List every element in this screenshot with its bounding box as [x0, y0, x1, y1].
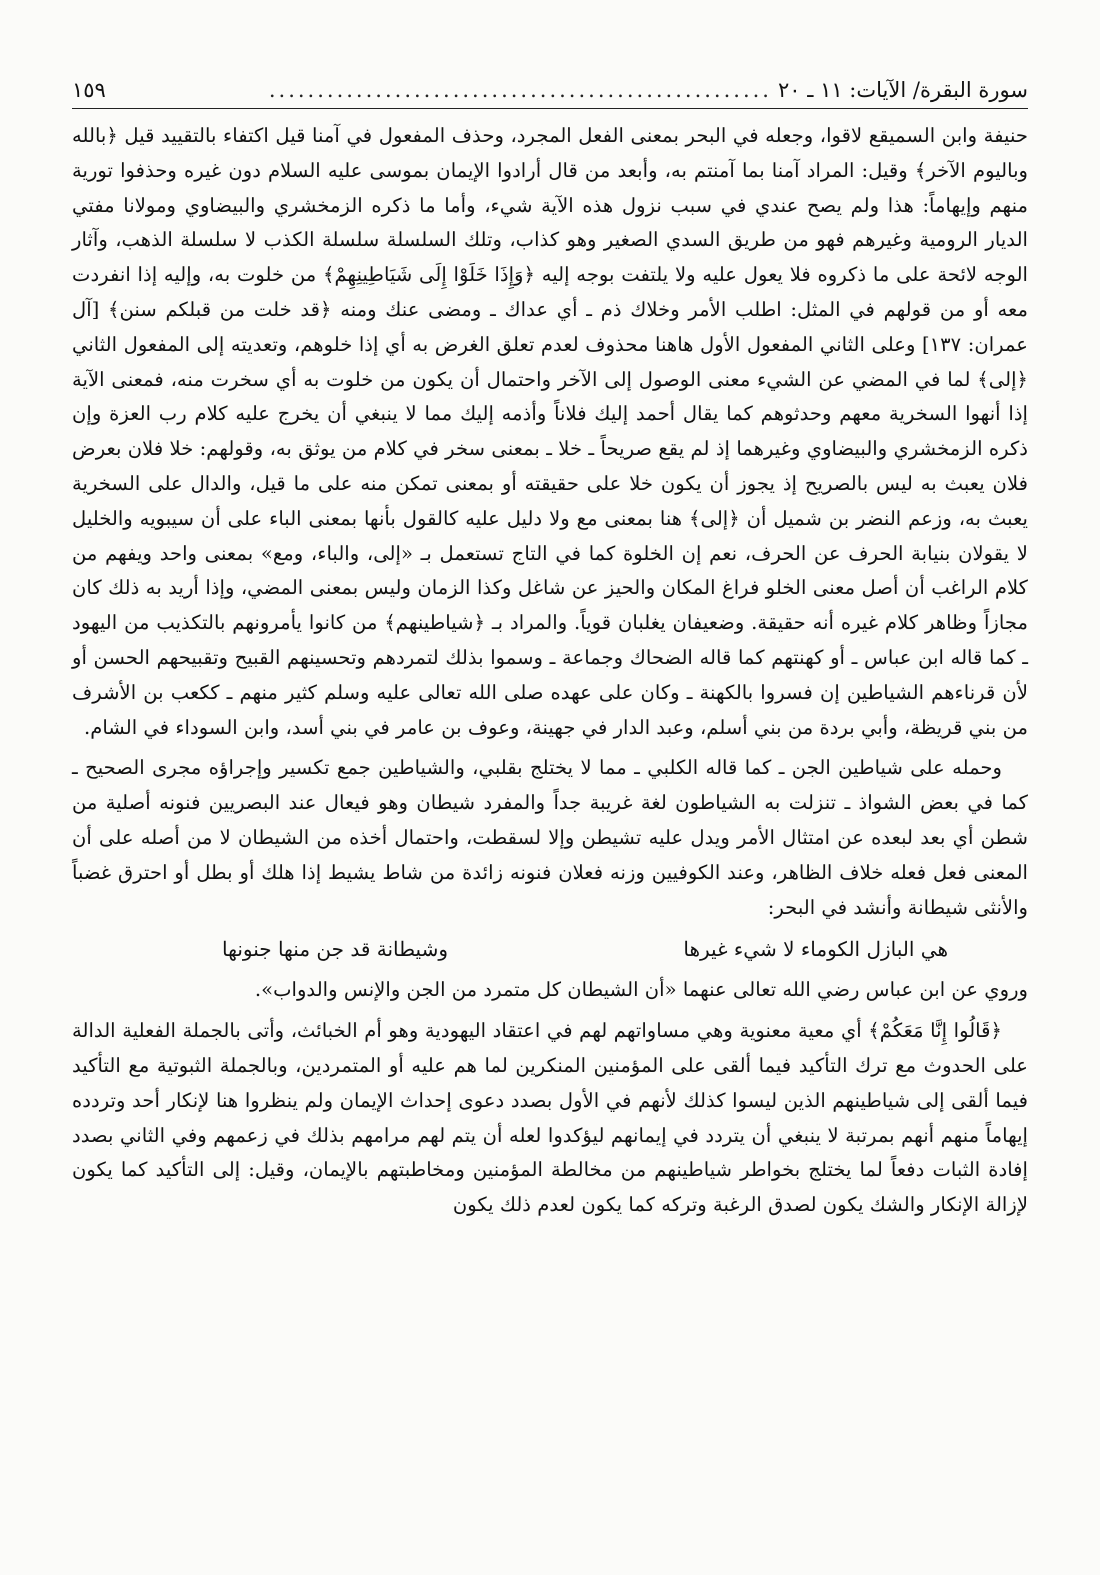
verse-second-hemistich: وشيطانة قد جن منها جنونها — [222, 937, 448, 962]
paragraph-3: ﴿قَالُوا إِنَّا مَعَكُمْ﴾ أي معية معنوية وهي مساواتهم لهم في اعتقاد اليهودية وهو أم الخبائث، وأتى بالجملة الفعلية الدالة على الحدوث مع ترك التأكيد فيما ألقى على المؤمنين المنكرين لما هم عليه أو المتمردين، وبالجملة الثبوتية مع التأكيد فيما ألقى إلى شياطينهم الذين ليسوا كذلك لأنهم في الأول بصدد دعوى إحداث الإيمان ولم ينظروا هنا لإنكار أحد وتردده إيهاماً منهم أنهم بمرتبة لا ينبغي أن يتردد في إيمانهم ليؤكدوا لعله أن يتم لهم مرامهم بذلك في زعمهم وفي الثاني بصدد إفادة الثبات دفعاً لما يختلج بخواطر شياطينهم من مخالطة المؤمنين ومخاطبتهم بالإيمان، وقيل: إلى التأكيد كما يكون لإزالة الإنكار والشك يكون لصدق الرغبة وتركه كما يكون لعدم ذلك يكون — [72, 1019, 1028, 1217]
hadith-quote: وروي عن ابن عباس رضي الله تعالى عنهما «أن الشيطان كل متمرد من الجن والإنس والدواب». — [254, 978, 1028, 1002]
page-number: ١٥٩ — [72, 78, 106, 102]
poetry-verse — [72, 929, 1028, 969]
verse-first-hemistich: هي البازل الكوماء لا شيء غيرها — [683, 937, 948, 962]
running-header — [72, 72, 1028, 109]
page-body — [72, 119, 1028, 1223]
paragraph-2: وحمله على شياطين الجن ـ كما قاله الكلبي ـ مما لا يختلج بقلبي، والشياطين جمع تكسير وإجراؤه مجرى الصحيح ـ كما في بعض الشواذ ـ تنزلت به الشياطون لغة غريبة جداً والمفرد شيطان وهو فيعال عند البصريين فنونه أصلية من شطن أي بعد لبعده عن امتثال الأمر ويدل عليه تشيطن وإلا لسقطت، واحتمال أخذه من الشيطان لا من أصله على أن المعنى فعل فعله خلاف الظاهر، وعند الكوفيين وزنه فعلان فنونه زائدة من شاط يشيط إذا هلك أو بطل أو احترق غضباً والأنثى شيطانة وأنشد في البحر: — [72, 756, 1028, 919]
leader-dots: .................................................... — [268, 78, 772, 102]
surah-title: سورة البقرة/ الآيات: ١١ ـ ٢٠ — [777, 78, 1028, 102]
paragraph-1: حنيفة وابن السميقع لاقوا، وجعله في البحر بمعنى الفعل المجرد، وحذف المفعول في آمنا قيل اكتفاء بالتقييد قيل ﴿بالله وباليوم الآخر﴾ وقيل: المراد آمنا بما آمنتم به، وأبعد من قال أرادوا الإيمان بموسى عليه السلام دون غيره وحذفوا تورية منهم وإيهاماً: هذا ولم يصح عندي في سبب نزول هذه الآية شيء، وأما ما ذكره الزمخشري والبيضاوي ومولانا مفتي الديار الرومية وغيرهم فهو من طريق السدي الصغير وهو كذاب، وتلك السلسلة سلسلة الكذب لا سلسلة الذهب، وآثار الوجه لائحة على ما ذكروه فلا يعول عليه ولا يلتفت بوجه إليه ﴿وَإِذَا خَلَوْا إِلَى شَيَاطِينِهِمْ﴾ من خلوت به، وإليه إذا انفردت معه أو من قولهم في المثل: اطلب الأمر وخلاك ذم ـ أي عداك ـ ومضى عنك ومنه ﴿قد خلت من قبلكم سنن﴾ [آل عمران: ١٣٧] وعلى الثاني المفعول الأول هاهنا محذوف لعدم تعلق الغرض به أي إذا خلوهم، وتعديته إلى المفعول الثاني ﴿إلى﴾ لما في المضي عن الشيء معنى الوصول إلى الآخر واحتمال أن يكون من خلوت به أي سخرت منه، فمعنى الآية إذا أنهوا السخرية معهم وحدثوهم كما يقال أحمد إليك فلاناً وأذمه إليك مما لا ينبغي أن يخرج عليه كلام رب العزة وإن ذكره الزمخشري والبيضاوي وغيرهما إذ لم يقع صريحاً ـ خلا ـ بمعنى سخر في كلام من يوثق به، وقولهم: خلا فلان بعرض فلان يعبث به ليس بالصريح إذ يجوز أن يكون خلا على حقيقته أو بمعنى تمكن منه على ما قيل، والدال على السخرية يعبث به، وزعم النضر بن شميل أن ﴿إلى﴾ هنا بمعنى مع ولا دليل عليه كالقول بأنها بمعنى الباء على أن سيبويه والخليل لا يقولان بنيابة الحرف عن الحرف، نعم إن الخلوة كما في التاج تستعمل بـ «إلى، والباء، ومع» بمعنى واحد ويفهم من كلام الراغب أن أصل معنى الخلو فراغ المكان والحيز عن شاغل وكذا الزمان وليس بمعنى المضي، وإذا أريد به ذلك كان مجازاً وظاهر كلام غيره أنه حقيقة. وضعيفان يغلبان قوياً. والمراد بـ ﴿شياطينهم﴾ من كانوا يأمرونهم بالتكذيب من اليهود ـ كما قاله ابن عباس ـ أو كهنتهم كما قاله الضحاك وجماعة ـ وسموا بذلك لتمردهم وتحسينهم القبيح وتقبيحهم الحسن أو لأن قرناءهم الشياطين إن فسروا بالكهنة ـ وكان على عهده صلى الله تعالى عليه وسلم كثير منهم ـ ككعب بن الأشرف من بني قريظة، وأبي بردة من بني أسلم، وعبد الدار في جهينة، وعوف بن عامر في بني أسد، وابن السوداء في الشام. — [72, 124, 1028, 739]
